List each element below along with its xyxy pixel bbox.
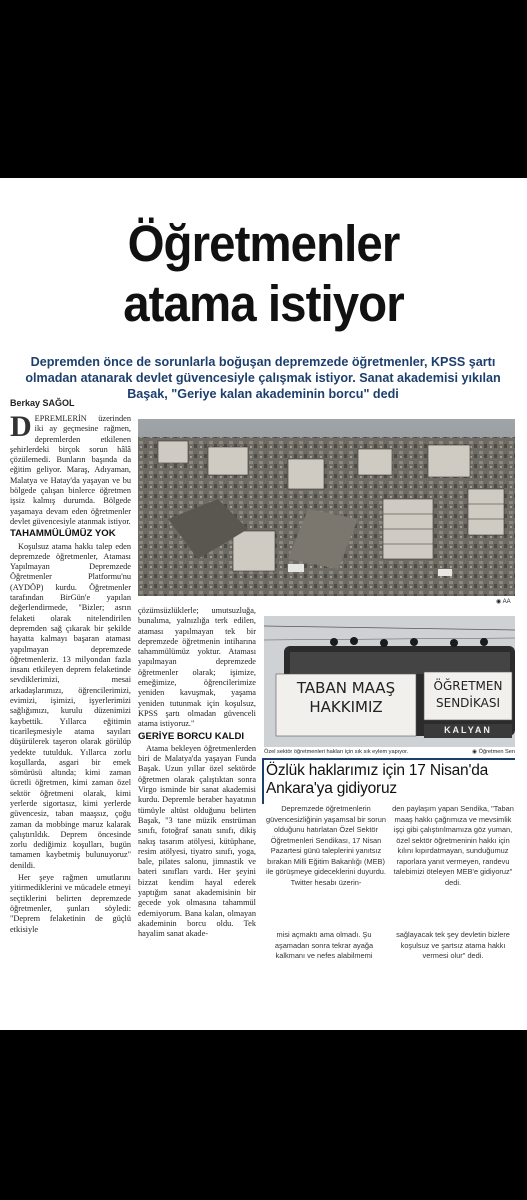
banner-left: TABAN MAAŞ HAKKIMIZ <box>296 679 396 716</box>
body-paragraph: Her şeye rağmen umutlarını yitirmediklerini ve mücadele etmeyi seçtiklerini belirten depremzede öğretmenler, şunları söyledi: "Deprem felaketinin de güçlü etkisiyle <box>10 873 131 934</box>
protest-photo <box>264 616 515 747</box>
article-column-1 <box>10 410 131 937</box>
sidebar-column-2: den paylaşım yapan Sendika, "Taban maaş hakkı çağrımıza ve mevsimlik işçi gibi çalıştırılmamıza göz yuman, özel sektör öğretmeninin hakkı için kılını kıpırdatmayan, sunduğumuz raporlara yanıt vermeyen, randevu talebimizi öteleyen MEB'e gidiyoruz" dedi. <box>392 804 514 887</box>
sidebar-column-1: Depremzede öğretmenlerin güvencesizliğinin yaşamsal bir sorun olduğunu hatırlatan Özel Sektör Öğretmenleri Sendikası, 17 Nisan Pazartesi günü taleplerini yanıtsız bırakan Milli Eğitim Bakanlığı (MEB) ile görüşmeye gideceklerini duyurdu. Twitter hesabı üzerin- <box>266 804 386 887</box>
article-deck: Depremden önce de sorunlarla boğuşan depremzede öğretmenler, KPSS şartı olmadan atanarak devlet güvencesiyle çalışmak istiyor. Sanat akademisi yıkılan Başak, "Geriye kalan akademinin borcu" dedi <box>25 355 501 401</box>
camera-icon: ◉ <box>496 599 502 605</box>
intro-paragraph <box>10 410 131 527</box>
photo-caption: Özel sektör öğretmenleri hakları için sık sık eylem yapıyor. ◉ Öğretmen Sen <box>264 749 515 755</box>
intro-text: EPREMLERİN üzerinden iki ay geçmesine rağmen, depremlerden etkilenen şehirlerdeki birçok sorun hâlâ çözülemedi. Bunların başında da eğitim geliyor. Maraş, Adıyaman, Malatya ve Hatay'da yaşayan ve bu bölgede çalışan binlerce öğretmen işsiz kalmış durumda. Bölgede yaşamaya devam eden öğretmenler devlet güvencesiyle atanmak istiyor. <box>10 414 131 526</box>
subhead-tahammul: TAHAMMÜLÜMÜZ YOK <box>10 528 116 540</box>
bottom-column-1: misi açmaktı ama olmadı. Şu aşamadan sonra tekrar ayağa kalkmanı ve nefes alabilmemi <box>274 930 374 960</box>
bottom-column-2: sağlayacak tek şey devletin bizlere koşulsuz ve şartsız atama hakkı vermesi olur" dedi. <box>396 930 510 960</box>
headline-line-2: atama istiyor <box>123 275 404 332</box>
sidebar-left-rule <box>262 758 264 804</box>
sidebar-title: Özlük haklarımız için 17 Nisan'da Ankara'ya gidiyoruz <box>266 762 489 797</box>
body-paragraph: Atama bekleyen öğretmenlerden biri de Malatya'da yaşayan Funda Başak. Uzun yıllar özel sektörde öğretmen olarak çalıştıktan sonra Virgo isminde bir sanat akademisi kurdu. Depremle beraber hayatının tümüyle altüst olduğunu belirten Başak, "3 tane müzik enstrüman sınıfı, fotoğraf sanatı sınıfı, dikiş nakış tasarım atölyesi, kütüphane, resim atölyesi, tiyatro sınıfı, yoga, bale, pilates salonu, jimnastik ve bateri sınıfları vardı. Her şeyini bizzat kendim hayal ederek yaptığım sanat akademisinin bir gecede yok olmasına tahammül edemiyorum. Bana kalan, olmayan akademinin borcu oldu. Tek hayalim sanat akade- <box>138 743 256 939</box>
dropcap: D <box>10 410 32 443</box>
byline: Berkay SAĞOL <box>10 398 75 408</box>
newspaper-page <box>0 178 527 1030</box>
article-column-2 <box>138 606 256 942</box>
banner-right: ÖĞRETMEN SENDİKASI <box>433 679 503 710</box>
sidebar-top-rule <box>264 758 515 760</box>
camera-icon: ◉ <box>472 749 478 755</box>
subhead-geriye-borcu: GERİYE BORCU KALDI <box>138 730 245 742</box>
photo-credit: ◉ AA <box>496 599 511 605</box>
body-paragraph: Koşulsuz atama hakkı talep eden depremzede öğretmenler, Ataması Yapılmayan Depremzede Öğretmenler Platformu'nu (AYDÖP) kurdu. Öğretmenler tarafından BirGün'e yapılan değerlendirmede, "Bizler; asrın felaketi olarak nitelendirilen depremden sağ çıkarak bir şekilde hayatta kalmayı başaran ataması yapılmayan depremzede öğretmenleriz. 13 milyondan fazla insanı etkileyen deprem felaketinde sevdiklerimizi, mesai arkadaşlarımızı, öğrencilerimizi, evimizi, işimizi, işyerlerimizi sağlığımızı, kurulu düzenimizi kaybettik. Yıllarca eğitimin ticarileşmesiyle atama sayıları düşürülerek taşeron olarak görülüp yedekte tutulduk. Yıllarca zorlu koşullarda, asgari bir emek sömürüsü altında; kimi zaman ücretli öğretmen, kimi zaman özel sektör öğretmeni olarak, kimi yerlerde sigortasız, kimi yerlerde güvencesiz, taban maaşsız, çoğu zaman da mobbinge maruz kalarak çalıştırıldık. Deprem öncesinde zorlu dediğimiz koşulları, bugün tamamen kaybetmiş bulunuyoruz" denildi. <box>10 541 131 870</box>
headline-line-1: Öğretmenler <box>127 215 400 272</box>
body-paragraph: çözümsüzlüklerle; umutsuzluğa, bunalıma, yalnızlığa terk edilen, ataması yapılmayan tek bir depremzede öğretmenin intiharına tahammülümüz yoktur. Ataması yapılmayan depremzede öğretmenler olarak; işimize, emeğimize, öğrencilerimize yeniden kavuşmak, yaşama yeniden tutunmak için koşulsuz, KPSS şartı olmadan güvenceli atama istiyoruz." <box>138 606 256 729</box>
shop-sign: KALYAN <box>444 725 492 735</box>
earthquake-aerial-photo <box>138 419 515 596</box>
